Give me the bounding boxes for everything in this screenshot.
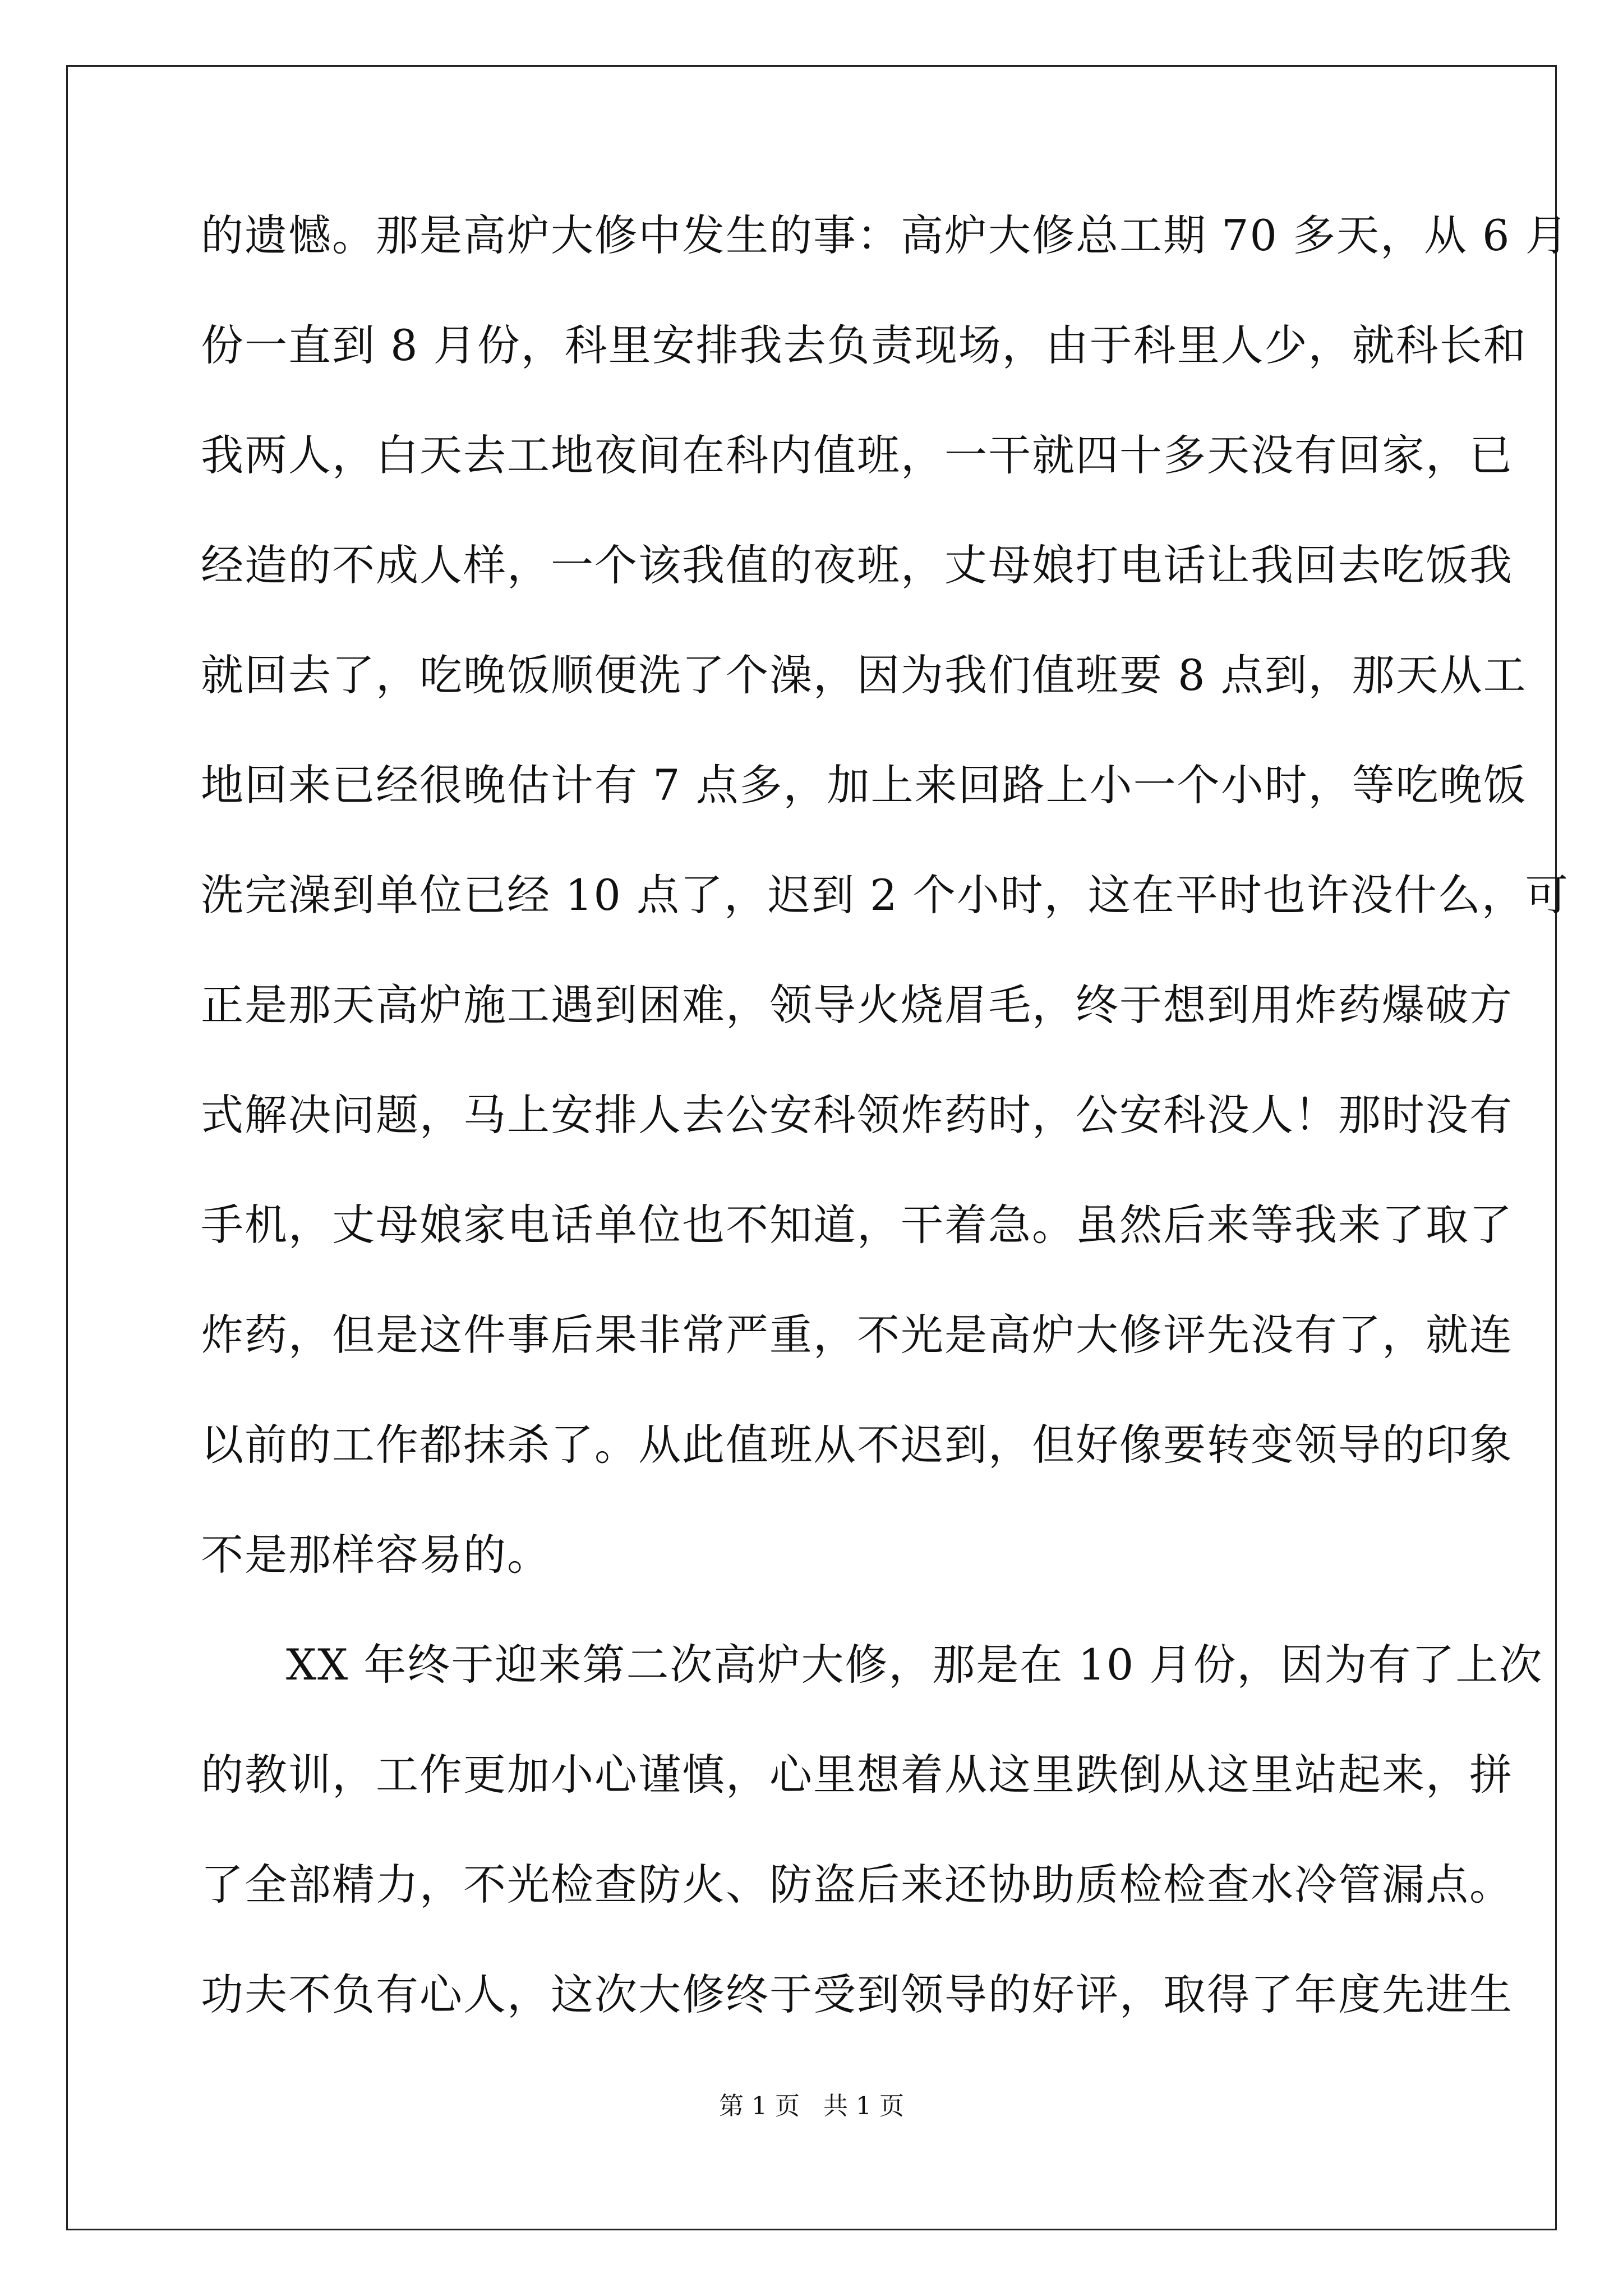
page-footer: 第 1 页 共 1 页 — [719, 2092, 904, 2120]
text-line: 炸药，但是这件事后果非常严重，不光是高炉大修评先没有了，就连 — [201, 1310, 1513, 1360]
text-line: 经造的不成人样，一个该我值的夜班，丈母娘打电话让我回去吃饭我 — [201, 540, 1513, 590]
text-line: 了全部精力，不光检查防火、防盗后来还协助质检检查水冷管漏点。 — [201, 1860, 1513, 1910]
text-line: 洗完澡到单位已经 10 点了，迟到 2 个小时，这在平时也许没什么，可 — [201, 870, 1569, 920]
text-line: 正是那天高炉施工遇到困难，领导火烧眉毛，终于想到用炸药爆破方 — [201, 980, 1513, 1030]
text-line: 我两人，白天去工地夜间在科内值班，一干就四十多天没有回家，已 — [201, 430, 1513, 480]
text-line: 的遗憾。那是高炉大修中发生的事：高炉大修总工期 70 多天，从 6 月 — [201, 210, 1569, 260]
text-line: 份一直到 8 月份，科里安排我去负责现场，由于科里人少，就科长和 — [201, 320, 1527, 370]
text-line: 的教训，工作更加小心谨慎，心里想着从这里跌倒从这里站起来，拼 — [201, 1750, 1513, 1800]
text-line: 功夫不负有心人，这次大修终于受到领导的好评，取得了年度先进生 — [201, 1970, 1513, 2019]
text-line: 手机，丈母娘家电话单位也不知道，干着急。虽然后来等我来了取了 — [201, 1200, 1513, 1250]
text-line: 以前的工作都抹杀了。从此值班从不迟到，但好像要转变领导的印象 — [201, 1420, 1513, 1470]
text-line-indented: XX 年终于迎来第二次高炉大修，那是在 10 月份，因为有了上次 — [286, 1640, 1543, 1690]
text-line: 式解决问题，马上安排人去公安科领炸药时，公安科没人！那时没有 — [201, 1090, 1513, 1140]
text-line: 就回去了，吃晚饭顺便洗了个澡，因为我们值班要 8 点到，那天从工 — [201, 650, 1527, 700]
text-line: 不是那样容易的。 — [201, 1530, 551, 1580]
text-line: 地回来已经很晚估计有 7 点多，加上来回路上小一个小时，等吃晚饭 — [201, 760, 1527, 810]
